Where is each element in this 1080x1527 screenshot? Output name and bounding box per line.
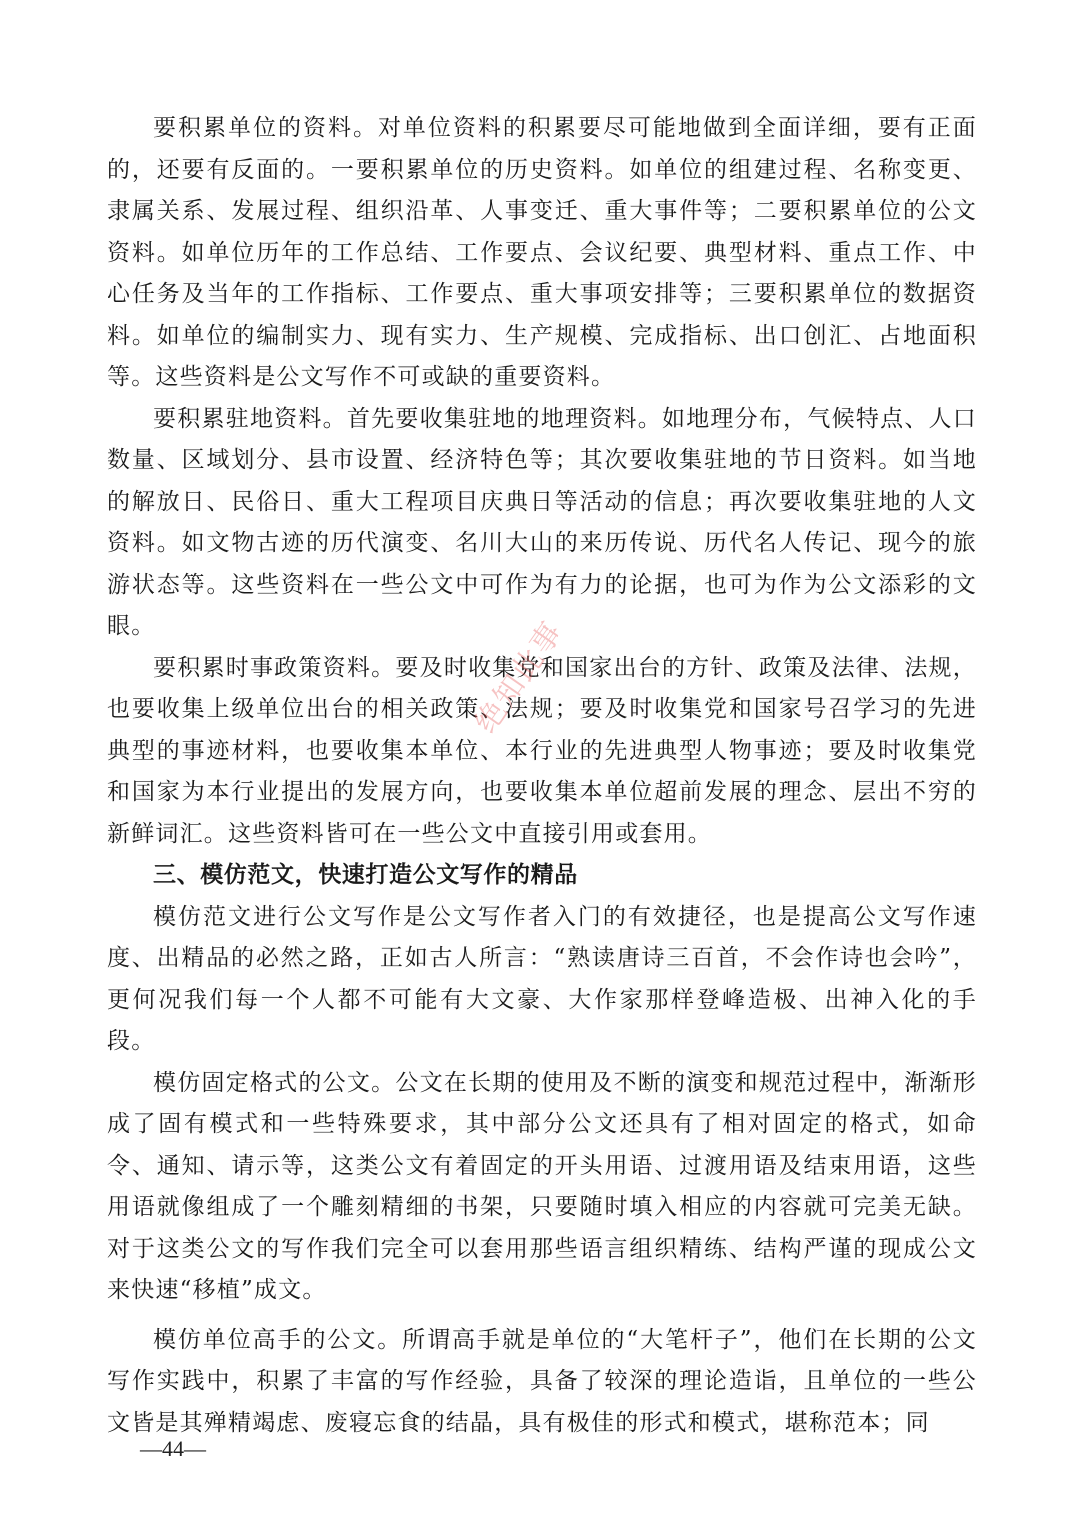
paragraph-expert-documents: 模仿单位高手的公文。所谓高手就是单位的“大笔杆子”，他们在长期的公文写作实践中，积累了丰富的写作经验，具备了较深的理论造诣，且单位的一些公文皆是其殚精竭虑、废寝忘食的结晶，具有极佳的形式和模式，堪称范本；同 [107,1326,977,1436]
section-heading: 三、模仿范文，快速打造公文写作的精品 [153,862,578,888]
paragraph-local-materials: 要积累驻地资料。首先要收集驻地的地理资料。如地理分布，气候特点、人口数量、区域划分、县市设置、经济特色等；其次要收集驻地的节日资料。如当地的解放日、民俗日、重大工程项目庆典日等活动的信息；再次要收集驻地的人文资料。如文物古迹的历代演变、名川大山的来历传说、历代名人传记、现今的旅游状态等。这些资料在一些公文中可作为有力的论据，也可为作为公文添彩的文眼。 [107,405,977,639]
paragraph-fixed-format: 模仿固定格式的公文。公文在长期的使用及不断的演变和规范过程中，渐渐形成了固有模式和一些特殊要求，其中部分公文还具有了相对固定的格式，如命令、通知、请示等，这类公文有着固定的开头用语、过渡用语及结束用语，这些用语就像组成了一个雕刻精细的书架，只要随时填入相应的内容就可完美无缺。对于这类公文的写作我们完全可以套用那些语言组织精练、结构严谨的现成公文来快速“移植”成文。 [107,1069,977,1303]
paragraph-imitation-intro: 模仿范文进行公文写作是公文写作者入门的有效捷径，也是提高公文写作速度、出精品的必然之路，正如古人所言：“熟读唐诗三百首，不会作诗也会吟”，更何况我们每一个人都不可能有大文豪、大作家那样登峰造极、出神入化的手段。 [107,903,977,1054]
document-body [107,108,977,1444]
paragraph-unit-materials: 要积累单位的资料。对单位资料的积累要尽可能地做到全面详细，要有正面的，还要有反面的。一要积累单位的历史资料。如单位的组建过程、名称变更、隶属关系、发展过程、组织沿革、人事变迁、重大事件等；二要积累单位的公文资料。如单位历年的工作总结、工作要点、会议纪要、典型材料、重点工作、中心任务及当年的工作指标、工作要点、重大事项安排等；三要积累单位的数据资料。如单位的编制实力、现有实力、生产规模、完成指标、出口创汇、占地面积等。这些资料是公文写作不可或缺的重要资料。 [107,115,977,390]
watermark-stamp: 绝知此事 [468,614,571,740]
paragraph-policy-materials: 要积累时事政策资料。要及时收集党和国家出台的方针、政策及法律、法规，也要收集上级单位出台的相关政策、法规；要及时收集党和国家号召学习的先进典型的事迹材料，也要收集本单位、本行业的先进典型人物事迹；要及时收集党和国家为本行业提出的发展方向，也要收集本单位超前发展的理念、层出不穷的新鲜词汇。这些资料皆可在一些公文中直接引用或套用。 [107,654,977,847]
page-number: —44— [140,1436,206,1461]
